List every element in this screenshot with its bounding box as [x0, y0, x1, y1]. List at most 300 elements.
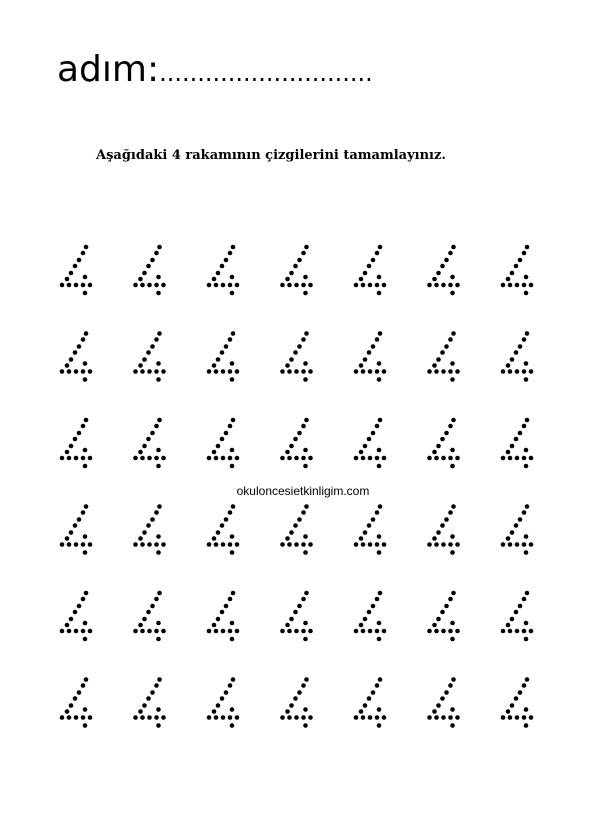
trace-dot — [65, 623, 70, 628]
trace-dot — [228, 337, 233, 342]
trace-dot — [304, 591, 309, 596]
trace-dot — [515, 456, 520, 461]
trace-dot — [368, 629, 373, 634]
trace-dot — [207, 456, 212, 461]
trace-dot — [294, 542, 299, 547]
trace-dot — [156, 723, 161, 728]
trace-dot — [214, 629, 219, 634]
trace-dot — [304, 331, 309, 336]
dotted-digit-four — [207, 245, 240, 296]
dotted-digit-four — [133, 245, 166, 296]
trace-dot — [67, 283, 72, 288]
trace-dot — [301, 629, 306, 634]
trace-dot — [508, 542, 513, 547]
trace-dot — [508, 456, 513, 461]
trace-dot — [69, 357, 74, 362]
trace-dot — [77, 604, 82, 609]
trace-dot — [220, 264, 225, 269]
trace-dot — [448, 251, 453, 256]
trace-dot — [77, 258, 82, 263]
trace-dot — [207, 629, 212, 634]
trace-dot — [515, 542, 520, 547]
trace-dot — [304, 245, 309, 250]
trace-dot — [444, 517, 449, 522]
dotted-digit-four — [427, 677, 460, 728]
trace-dot — [354, 369, 359, 374]
trace-dot — [228, 510, 233, 515]
trace-dot — [359, 709, 364, 714]
trace-dot — [65, 450, 70, 455]
trace-dot — [146, 437, 151, 442]
trace-dot — [150, 431, 155, 436]
trace-dot — [156, 361, 161, 366]
dotted-digit-four — [133, 591, 166, 642]
trace-dot — [224, 604, 229, 609]
trace-dot — [510, 357, 515, 362]
trace-dot — [138, 536, 143, 541]
trace-dot — [529, 715, 534, 720]
trace-dot — [133, 456, 138, 461]
trace-dot — [224, 690, 229, 695]
trace-dot — [221, 283, 226, 288]
dotted-digit-four — [501, 331, 534, 382]
trace-dot — [377, 361, 382, 366]
trace-dot — [293, 437, 298, 442]
trace-dot — [156, 464, 161, 469]
trace-dot — [518, 258, 523, 263]
trace-dot — [293, 523, 298, 528]
trace-dot — [436, 271, 441, 276]
trace-dot — [60, 542, 65, 547]
trace-dot — [146, 264, 151, 269]
trace-dot — [140, 283, 145, 288]
trace-dot — [289, 617, 294, 622]
trace-dot — [161, 629, 166, 634]
trace-dot — [301, 597, 306, 602]
trace-dot — [508, 629, 513, 634]
trace-dot — [518, 690, 523, 695]
trace-dot — [293, 350, 298, 355]
trace-dot — [294, 456, 299, 461]
trace-dot — [303, 621, 308, 626]
trace-dot — [280, 283, 285, 288]
trace-dot — [214, 369, 219, 374]
trace-dot — [501, 369, 506, 374]
trace-dot — [450, 361, 455, 366]
trace-dot — [212, 536, 217, 541]
trace-dot — [74, 715, 79, 720]
trace-dot — [133, 715, 138, 720]
trace-dot — [81, 715, 86, 720]
trace-dot — [88, 283, 93, 288]
trace-dot — [371, 517, 376, 522]
trace-dot — [156, 707, 161, 712]
dotted-digit-four — [280, 504, 313, 555]
trace-dot — [377, 550, 382, 555]
trace-dot — [518, 431, 523, 436]
trace-dot — [230, 534, 235, 539]
trace-dot — [525, 504, 530, 509]
trace-dot — [510, 617, 515, 622]
trace-dot — [440, 696, 445, 701]
trace-dot — [231, 331, 236, 336]
trace-dot — [363, 271, 368, 276]
trace-dot — [156, 377, 161, 382]
trace-dot — [293, 610, 298, 615]
trace-dot — [212, 623, 217, 628]
trace-dot — [522, 424, 527, 429]
trace-dot — [230, 448, 235, 453]
trace-dot — [297, 258, 302, 263]
dotted-digit-four — [280, 591, 313, 642]
trace-dot — [154, 337, 159, 342]
trace-dot — [432, 709, 437, 714]
trace-dot — [154, 283, 159, 288]
dotted-digit-four — [60, 504, 93, 555]
trace-dot — [161, 283, 166, 288]
trace-dot — [142, 617, 147, 622]
trace-dot — [514, 523, 519, 528]
trace-dot — [142, 444, 147, 449]
trace-dot — [518, 344, 523, 349]
trace-dot — [142, 530, 147, 535]
trace-dot — [228, 424, 233, 429]
trace-dot — [377, 291, 382, 296]
trace-dot — [235, 456, 240, 461]
trace-dot — [501, 283, 506, 288]
trace-dot — [147, 715, 152, 720]
trace-dot — [220, 350, 225, 355]
trace-dot — [514, 437, 519, 442]
trace-dot — [280, 369, 285, 374]
dotted-digit-four — [133, 418, 166, 469]
trace-dot — [378, 504, 383, 509]
dotted-digit-four — [501, 504, 534, 555]
trace-dot — [448, 597, 453, 602]
trace-dot — [303, 275, 308, 280]
trace-dot — [231, 418, 236, 423]
trace-dot — [354, 542, 359, 547]
trace-dot — [83, 291, 88, 296]
trace-dot — [524, 377, 529, 382]
trace-dot — [216, 271, 221, 276]
trace-dot — [83, 550, 88, 555]
trace-dot — [508, 369, 513, 374]
trace-dot — [224, 344, 229, 349]
trace-dot — [74, 369, 79, 374]
trace-dot — [133, 283, 138, 288]
trace-dot — [525, 331, 530, 336]
trace-dot — [359, 536, 364, 541]
trace-dot — [230, 637, 235, 642]
trace-dot — [84, 418, 89, 423]
trace-dot — [506, 277, 511, 282]
trace-dot — [230, 361, 235, 366]
trace-dot — [510, 271, 515, 276]
trace-dot — [154, 369, 159, 374]
trace-dot — [289, 271, 294, 276]
trace-dot — [444, 690, 449, 695]
trace-dot — [508, 283, 513, 288]
trace-dot — [441, 369, 446, 374]
trace-dot — [83, 621, 88, 626]
trace-dot — [522, 715, 527, 720]
trace-dot — [231, 677, 236, 682]
trace-dot — [441, 629, 446, 634]
dotted-digit-four — [427, 504, 460, 555]
trace-dot — [301, 510, 306, 515]
trace-dot — [84, 677, 89, 682]
trace-dot — [303, 291, 308, 296]
trace-dot — [157, 504, 162, 509]
trace-dot — [83, 707, 88, 712]
dotted-digit-four — [427, 331, 460, 382]
trace-dot — [304, 418, 309, 423]
trace-dot — [377, 448, 382, 453]
trace-dot — [524, 723, 529, 728]
trace-dot — [65, 363, 70, 368]
trace-dot — [436, 530, 441, 535]
trace-dot — [448, 337, 453, 342]
trace-dot — [81, 629, 86, 634]
trace-dot — [524, 275, 529, 280]
trace-dot — [514, 350, 519, 355]
trace-dot — [440, 264, 445, 269]
trace-dot — [67, 542, 72, 547]
trace-dot — [448, 542, 453, 547]
trace-dot — [375, 251, 380, 256]
dotted-digit-four — [427, 245, 460, 296]
trace-dot — [522, 683, 527, 688]
trace-dot — [214, 715, 219, 720]
trace-dot — [280, 542, 285, 547]
trace-dot — [436, 617, 441, 622]
trace-dot — [522, 251, 527, 256]
trace-dot — [455, 283, 460, 288]
trace-dot — [287, 456, 292, 461]
trace-dot — [368, 456, 373, 461]
trace-dot — [525, 591, 530, 596]
trace-dot — [224, 258, 229, 263]
trace-dot — [440, 523, 445, 528]
trace-dot — [354, 456, 359, 461]
trace-dot — [221, 715, 226, 720]
trace-dot — [297, 690, 302, 695]
trace-dot — [515, 629, 520, 634]
trace-dot — [378, 331, 383, 336]
trace-dot — [280, 715, 285, 720]
trace-dot — [287, 715, 292, 720]
trace-dot — [367, 264, 372, 269]
trace-dot — [156, 448, 161, 453]
trace-dot — [522, 542, 527, 547]
trace-dot — [432, 623, 437, 628]
trace-dot — [142, 271, 147, 276]
dotted-digit-four — [60, 677, 93, 728]
trace-dot — [287, 629, 292, 634]
trace-dot — [81, 542, 86, 547]
trace-dot — [382, 369, 387, 374]
dotted-digit-four — [280, 418, 313, 469]
watermark: okuloncesietkinligim.com — [236, 484, 370, 498]
trace-dot — [308, 629, 313, 634]
trace-dot — [133, 369, 138, 374]
trace-dot — [81, 337, 86, 342]
trace-dot — [150, 344, 155, 349]
trace-dot — [450, 637, 455, 642]
trace-dot — [450, 534, 455, 539]
trace-dot — [434, 283, 439, 288]
trace-dot — [147, 629, 152, 634]
trace-dot — [212, 277, 217, 282]
trace-dot — [297, 431, 302, 436]
trace-dot — [221, 456, 226, 461]
trace-dot — [377, 534, 382, 539]
trace-dot — [506, 450, 511, 455]
trace-dot — [230, 464, 235, 469]
trace-dot — [455, 456, 460, 461]
trace-dot — [529, 629, 534, 634]
trace-dot — [150, 258, 155, 263]
trace-dot — [371, 431, 376, 436]
trace-dot — [377, 275, 382, 280]
trace-dot — [88, 715, 93, 720]
trace-dot — [367, 610, 372, 615]
trace-dot — [506, 363, 511, 368]
trace-dot — [207, 283, 212, 288]
trace-dot — [83, 534, 88, 539]
trace-dot — [88, 629, 93, 634]
trace-dot — [450, 291, 455, 296]
trace-dot — [448, 683, 453, 688]
trace-dot — [230, 621, 235, 626]
trace-dot — [230, 291, 235, 296]
trace-dot — [294, 369, 299, 374]
trace-dot — [81, 510, 86, 515]
trace-dot — [501, 542, 506, 547]
trace-dot — [157, 677, 162, 682]
trace-dot — [287, 283, 292, 288]
trace-dot — [375, 456, 380, 461]
trace-dot — [150, 517, 155, 522]
trace-dot — [147, 542, 152, 547]
trace-dot — [74, 629, 79, 634]
trace-dot — [235, 542, 240, 547]
trace-dot — [88, 369, 93, 374]
trace-dot — [73, 350, 78, 355]
trace-dot — [510, 530, 515, 535]
trace-dot — [65, 277, 70, 282]
dotted-digit-four — [280, 677, 313, 728]
trace-dot — [60, 369, 65, 374]
trace-dot — [228, 542, 233, 547]
dotted-digit-four — [354, 245, 387, 296]
trace-dot — [69, 530, 74, 535]
dotted-digit-four — [207, 331, 240, 382]
trace-dot — [289, 444, 294, 449]
trace-dot — [524, 637, 529, 642]
trace-dot — [214, 283, 219, 288]
trace-dot — [367, 437, 372, 442]
trace-dot — [375, 683, 380, 688]
trace-dot — [506, 536, 511, 541]
trace-dot — [371, 604, 376, 609]
trace-dot — [235, 715, 240, 720]
trace-dot — [216, 444, 221, 449]
trace-dot — [84, 504, 89, 509]
trace-dot — [522, 456, 527, 461]
trace-dot — [147, 369, 152, 374]
dotted-digit-four — [427, 418, 460, 469]
trace-dot — [157, 418, 162, 423]
trace-dot — [230, 723, 235, 728]
trace-dot — [67, 715, 72, 720]
trace-dot — [216, 357, 221, 362]
trace-dot — [448, 283, 453, 288]
trace-dot — [450, 550, 455, 555]
trace-dot — [518, 604, 523, 609]
trace-dot — [74, 456, 79, 461]
trace-dot — [83, 361, 88, 366]
trace-dot — [363, 357, 368, 362]
trace-dot — [147, 456, 152, 461]
trace-dot — [427, 715, 432, 720]
trace-dot — [294, 715, 299, 720]
trace-dot — [156, 621, 161, 626]
trace-dot — [522, 337, 527, 342]
trace-dot — [518, 517, 523, 522]
trace-dot — [220, 610, 225, 615]
trace-dot — [220, 696, 225, 701]
trace-dot — [301, 424, 306, 429]
trace-dot — [221, 542, 226, 547]
trace-dot — [359, 450, 364, 455]
trace-dot — [228, 715, 233, 720]
trace-dot — [359, 623, 364, 628]
trace-dot — [359, 277, 364, 282]
trace-dot — [434, 715, 439, 720]
trace-dot — [69, 703, 74, 708]
trace-dot — [508, 715, 513, 720]
dotted-digit-four — [207, 418, 240, 469]
trace-dot — [231, 591, 236, 596]
trace-dot — [301, 542, 306, 547]
trace-dot — [524, 464, 529, 469]
dotted-digit-four — [60, 245, 93, 296]
trace-dot — [361, 283, 366, 288]
trace-dot — [371, 344, 376, 349]
trace-dot — [73, 610, 78, 615]
trace-dot — [432, 277, 437, 282]
trace-dot — [65, 709, 70, 714]
trace-dot — [367, 523, 372, 528]
trace-dot — [448, 510, 453, 515]
trace-dot — [522, 597, 527, 602]
trace-dot — [301, 369, 306, 374]
dotted-digit-four — [133, 504, 166, 555]
trace-dot — [382, 629, 387, 634]
trace-dot — [303, 550, 308, 555]
trace-dot — [529, 542, 534, 547]
trace-dot — [156, 291, 161, 296]
trace-dot — [154, 510, 159, 515]
trace-dot — [67, 456, 72, 461]
trace-dot — [161, 456, 166, 461]
trace-dot — [451, 677, 456, 682]
trace-dot — [280, 456, 285, 461]
trace-dot — [60, 456, 65, 461]
trace-dot — [146, 696, 151, 701]
